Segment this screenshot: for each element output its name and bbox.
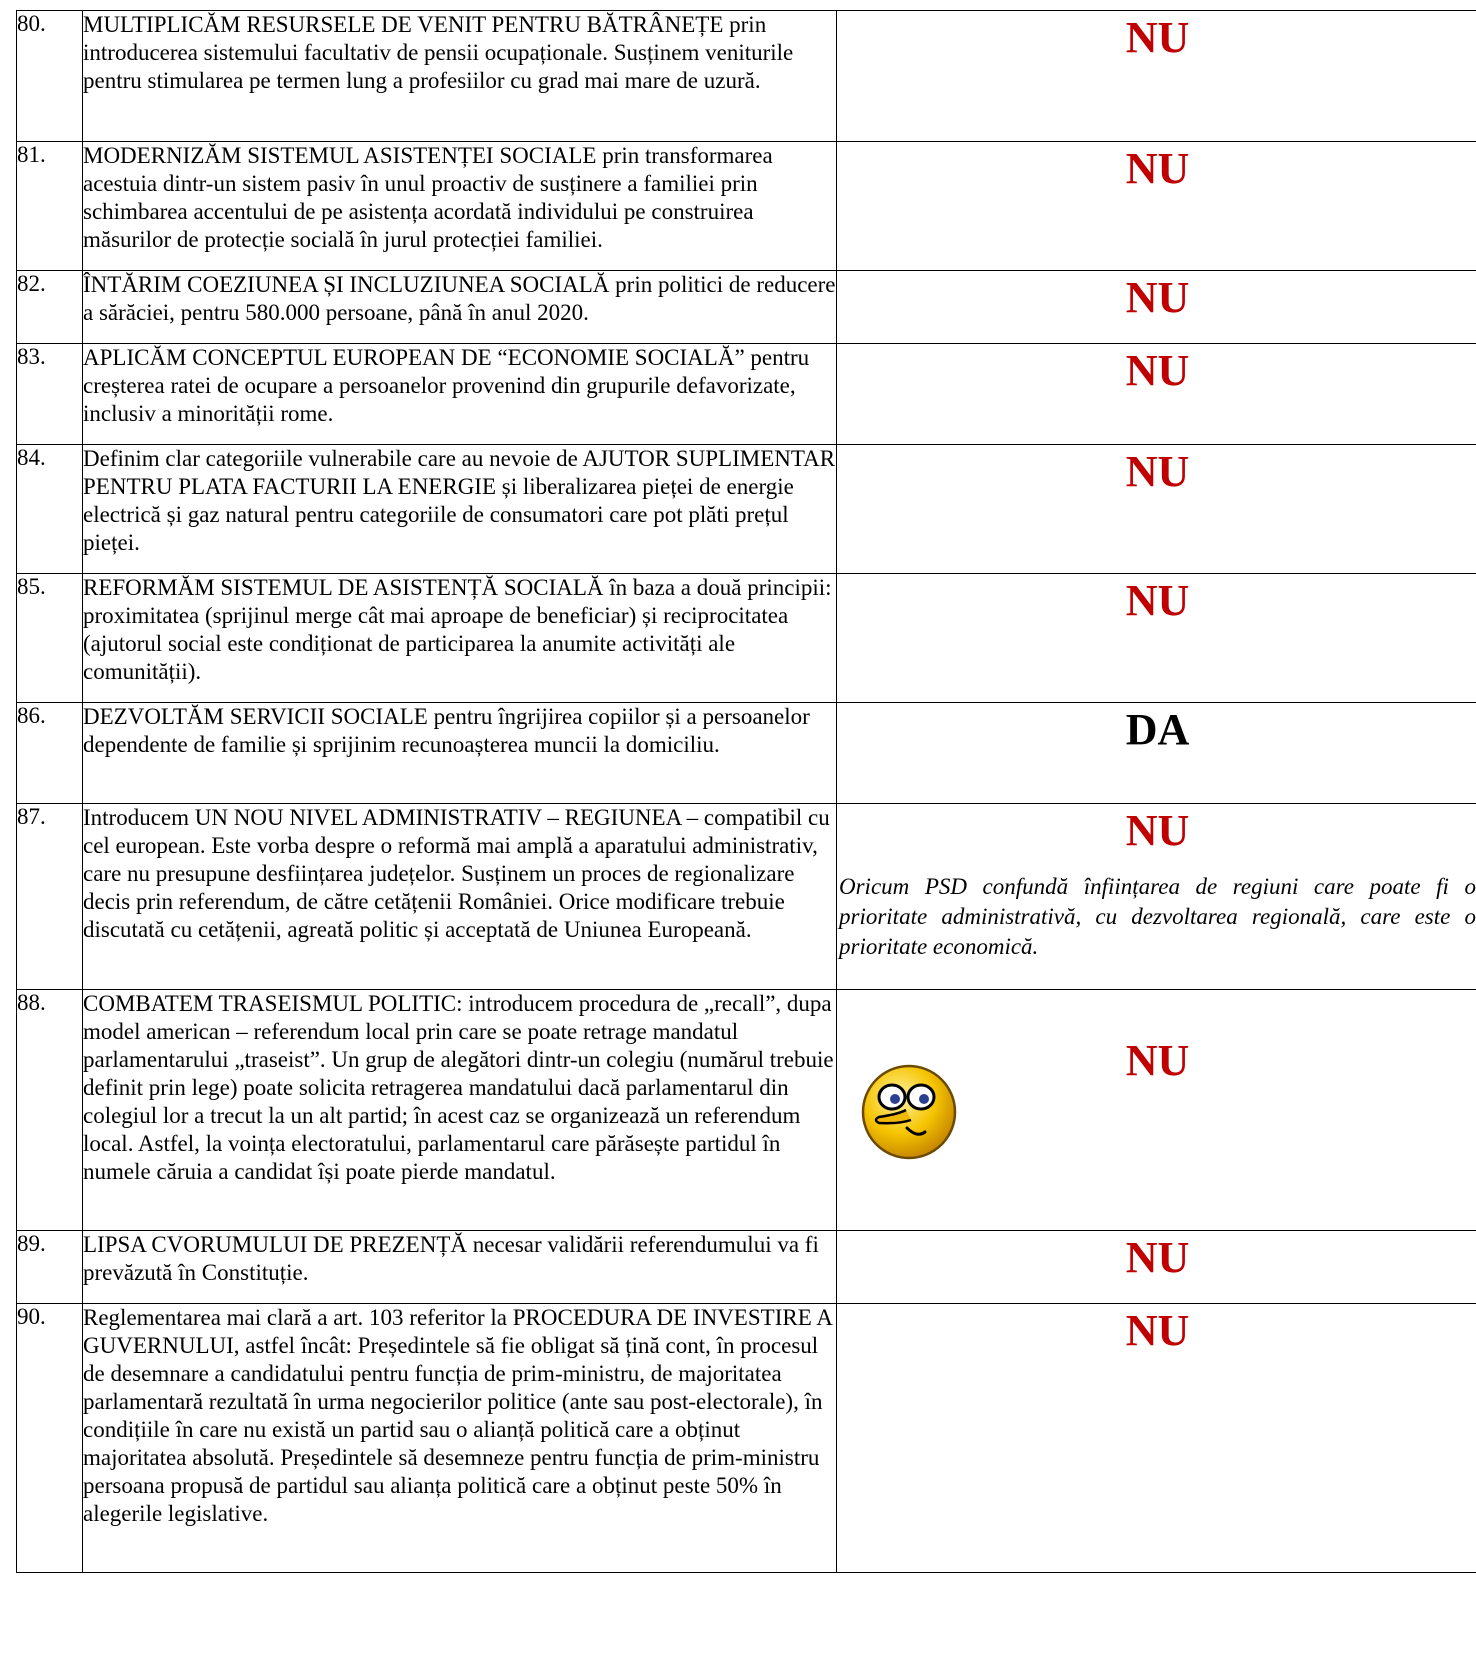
- row-number: 90.: [17, 1304, 83, 1573]
- verdict-mark: NU: [1125, 1306, 1190, 1355]
- promise-text: MULTIPLICĂM RESURSELE DE VENIT PENTRU BĂTRÂNEȚE prin introducerea sistemului facultativ de pensii ocupaționale. Susținem veniturile pentru stimularea pe termen lung a profesiilor cu grad mai mare de uzură.: [83, 11, 837, 142]
- table-row: [17, 142, 1476, 271]
- promise-text: DEZVOLTĂM SERVICII SOCIALE pentru îngrijirea copiilor și a persoanelor dependente de familie și sprijinim recunoașterea muncii la domiciliu.: [83, 703, 837, 804]
- promise-text: COMBATEM TRASEISMUL POLITIC: introducem procedura de „recall”, dupa model american – referendum local prin care se poate retrage mandatul parlamentarului „traseist”. Un grup de alegători dintr-un colegiu (numărul trebuie definit prin lege) poate solicita retragerea mandatului dacă parlamentarul din colegiul lor a trecut la un alt partid; în acest caz se organizează un referendum local. Astfel, la voința electoratului, parlamentarul care părăsește partidul în numele căruia a candidat își poate pierde mandatul.: [83, 990, 837, 1231]
- row-number: 87.: [17, 804, 83, 990]
- verdict-cell: [837, 1304, 1476, 1573]
- row-number: 86.: [17, 703, 83, 804]
- promise-text: REFORMĂM SISTEMUL DE ASISTENȚĂ SOCIALĂ în baza a două principii: proximitatea (sprijinul merge cât mai aproape de beneficiar) și reciprocitatea (ajutorul social este condiționat de participarea la anumite activități ale comunității).: [83, 574, 837, 703]
- table-row: [17, 11, 1476, 142]
- verdict-cell: [837, 1231, 1476, 1304]
- verdict-cell: [837, 574, 1476, 703]
- verdict-cell: [837, 703, 1476, 804]
- row-number: 81.: [17, 142, 83, 271]
- row-number: 83.: [17, 344, 83, 445]
- table-row: [17, 804, 1476, 990]
- table-row: [17, 344, 1476, 445]
- table-row: [17, 271, 1476, 344]
- verdict-mark: NU: [1125, 1036, 1190, 1085]
- promise-text: Introducem UN NOU NIVEL ADMINISTRATIV – REGIUNEA – compatibil cu cel european. Este vorba despre o reformă mai amplă a aparatului administrativ, care nu presupune desființarea județelor. Susținem un proces de regionalizare decis prin referendum, de către cetățenii României. Orice modificare trebuie discutată cu cetățenii, agreată politic și acceptată de Uniunea Europeană.: [83, 804, 837, 990]
- promise-text: Definim clar categoriile vulnerabile care au nevoie de AJUTOR SUPLIMENTAR PENTRU PLATA FACTURII LA ENERGIE și liberalizarea pieței de energie electrică și gaz natural pentru categoriile de consumatori care pot plăti prețul pieței.: [83, 445, 837, 574]
- verdict-cell: [837, 271, 1476, 344]
- promise-text: LIPSA CVORUMULUI DE PREZENȚĂ necesar validării referendumului va fi prevăzută în Constituție.: [83, 1231, 837, 1304]
- row-number: 88.: [17, 990, 83, 1231]
- verdict-mark: NU: [1125, 1233, 1190, 1282]
- verdict-cell: [837, 804, 1476, 990]
- verdict-cell: [837, 11, 1476, 142]
- row-number: 85.: [17, 574, 83, 703]
- promise-text: Reglementarea mai clară a art. 103 referitor la PROCEDURA DE INVESTIRE A GUVERNULUI, astfel încât: Președintele să fie obligat să țină cont, în procesul de desemnare a candidatului pentru funcția de prim-ministru, de majoritatea parlamentară rezultată în urma negocierilor politice (ante sau post-electorale), în condițiile în care nu există un partid sau o alianță politică care a obținut majoritatea absolută. Președintele să desemneze pentru funcția de prim-ministru persoana propusă de partidul sau alianța politică care a obținut peste 50% în alegerile legislative.: [83, 1304, 837, 1573]
- row-number: 89.: [17, 1231, 83, 1304]
- verdict-cell: [837, 990, 1476, 1231]
- promise-text: MODERNIZĂM SISTEMUL ASISTENȚEI SOCIALE prin transformarea acestuia dintr-un sistem pasiv în unul proactiv de susținere a familiei prin schimbarea accentului de pe asistența acordată individului pe construirea măsurilor de protecție socială în jurul protecției familiei.: [83, 142, 837, 271]
- promises-table: [16, 10, 1476, 1573]
- verdict-mark: NU: [1125, 13, 1190, 62]
- verdict-mark: NU: [1125, 144, 1190, 193]
- table-row: [17, 703, 1476, 804]
- table-row: [17, 1231, 1476, 1304]
- promise-text: ÎNTĂRIM COEZIUNEA ȘI INCLUZIUNEA SOCIALĂ prin politici de reducere a sărăciei, pentru 580.000 persoane, până în anul 2020.: [83, 271, 837, 344]
- row-number: 82.: [17, 271, 83, 344]
- verdict-mark: DA: [1125, 705, 1190, 754]
- liar-smiley-icon: [859, 1062, 959, 1162]
- row-number: 84.: [17, 445, 83, 574]
- verdict-mark: NU: [1125, 273, 1190, 322]
- table-row: [17, 990, 1476, 1231]
- table-row: [17, 1304, 1476, 1573]
- promise-text: APLICĂM CONCEPTUL EUROPEAN DE “ECONOMIE SOCIALĂ” pentru creșterea ratei de ocupare a persoanelor provenind din grupurile defavorizate, inclusiv a minorității rome.: [83, 344, 837, 445]
- verdict-mark: NU: [1125, 806, 1190, 855]
- table-row: [17, 574, 1476, 703]
- verdict-mark: NU: [1125, 576, 1190, 625]
- verdict-cell: [837, 344, 1476, 445]
- verdict-mark: NU: [1125, 447, 1190, 496]
- verdict-cell: [837, 142, 1476, 271]
- verdict-cell: [837, 445, 1476, 574]
- verdict-mark: NU: [1125, 346, 1190, 395]
- table-row: [17, 445, 1476, 574]
- row-number: 80.: [17, 11, 83, 142]
- commentary-note: Oricum PSD confundă înființarea de regiuni care poate fi o prioritate administrativă, cu dezvoltarea regională, care este o prioritate economică.: [839, 874, 1476, 959]
